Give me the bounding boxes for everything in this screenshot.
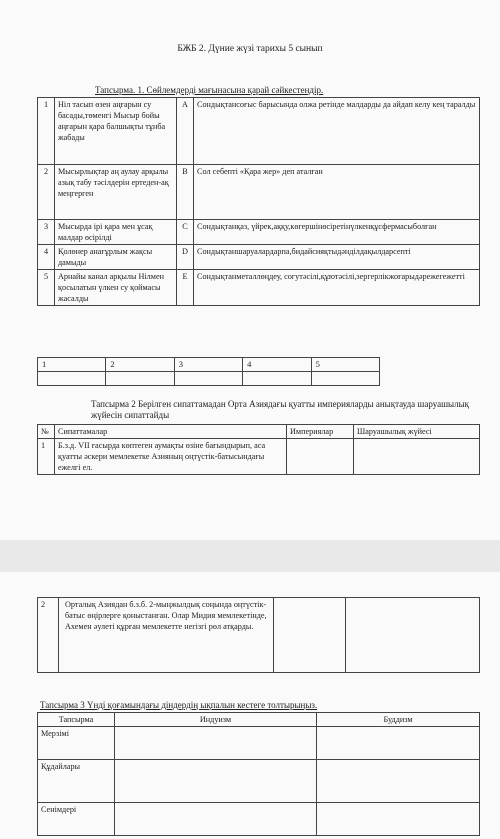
empire-table [37, 424, 480, 475]
header-buddhism: Буддизм [317, 713, 480, 727]
row-number: 5 [38, 270, 55, 306]
answer-grid-blank-row [38, 372, 380, 386]
buddhism-answer-cell[interactable] [317, 760, 480, 803]
row-label-period: Мерзімі [38, 727, 115, 760]
answer-cell[interactable] [174, 372, 242, 386]
option-cell: Сондықтанқаз, үйрек,аққу,көгершінөсіретінүлкенқұсфермасыболған [194, 220, 480, 245]
task2-title: Тапсырма 2 Берілген сипаттамадан Орта Азиядағы қуатты империяларды анықтауда шаруашылық жүйесін сипаттайды [91, 399, 469, 421]
row-number: 2 [38, 598, 59, 673]
empire-answer-cell[interactable] [274, 598, 346, 673]
option-letter: B [177, 165, 194, 220]
answer-cell[interactable] [106, 372, 174, 386]
table-header-row [38, 425, 480, 439]
row-label-beliefs: Сенімдері [38, 803, 115, 836]
table-row [38, 165, 480, 220]
task3-title: Тапсырма 3 Үнді қоғамындағы діндердің ықпалын кестеге толтырыңыз. [40, 700, 318, 710]
header-desc: Сипаттамалар [55, 425, 287, 439]
table-row [38, 598, 480, 673]
statement-cell: Қолөнер анағұрлым жақсы дамыды [55, 245, 177, 270]
answer-grid [37, 357, 380, 386]
page-gap [0, 540, 500, 572]
row-number: 4 [38, 245, 55, 270]
buddhism-answer-cell[interactable] [317, 803, 480, 836]
row-number: 3 [38, 220, 55, 245]
header-num: № [38, 425, 55, 439]
option-cell: Сондықтанметаллөңдеу, согутәсілі,құютәсілі,зергерлікжоғарыдәрежегежетті [194, 270, 480, 306]
empire-table-continued [37, 597, 480, 673]
statement-cell: Ніл тасып өзен аңғарын су басады,төменгі Мысыр бойы аңғарын қара балшықты тұнба жабады [55, 98, 177, 165]
row-label-gods: Құдайлары [38, 760, 115, 803]
buddhism-answer-cell[interactable] [317, 727, 480, 760]
answer-grid-label: 4 [243, 358, 311, 372]
answer-cell[interactable] [311, 372, 379, 386]
row-number: 2 [38, 165, 55, 220]
economy-answer-cell[interactable] [346, 598, 480, 673]
option-cell: Сол себепті «Қара жер» деп аталған [194, 165, 480, 220]
table-row [38, 439, 480, 475]
task1-title: Тапсырма. 1. Сөйлемдерді мағынасына қарай сәйкестендір. [95, 85, 324, 95]
header-empire: Империялар [287, 425, 354, 439]
table-row [38, 727, 480, 760]
option-cell: Сондықтансоғыс барысында олжа ретінде малдарды да айдап келу кең таралды [194, 98, 480, 165]
answer-grid-label: 2 [106, 358, 174, 372]
hinduism-answer-cell[interactable] [115, 727, 317, 760]
option-cell: Сондықтаншаруалардарпа,бидайсияқтыдәнділдақылдарсепті [194, 245, 480, 270]
header-task: Тапсырма [38, 713, 115, 727]
row-number: 1 [38, 98, 55, 165]
option-letter: A [177, 98, 194, 165]
document-title: БЖБ 2. Дүние жүзі тарихы 5 сынып [177, 44, 323, 54]
table-row [38, 760, 480, 803]
table-row [38, 245, 480, 270]
table-row [38, 98, 480, 165]
hinduism-answer-cell[interactable] [115, 803, 317, 836]
answer-grid-header [38, 358, 380, 372]
economy-answer-cell[interactable] [354, 439, 480, 475]
statement-cell: Мысырлықтар аң аулау арқылы азық табу тәсілдерін ертеден-ақ меңгерген [55, 165, 177, 220]
option-letter: C [177, 220, 194, 245]
answer-grid-label: 3 [174, 358, 242, 372]
option-letter: E [177, 270, 194, 306]
description-cell: Б.з.д. VІІ ғасырда көптеген аумақты өзіне бағындырып, аса қуатты әскери мемлекетке Азияның оңтүстік-батысындағы ежелгі ел. [55, 439, 287, 475]
table-row [38, 220, 480, 245]
answer-grid-label: 1 [38, 358, 106, 372]
answer-grid-label: 5 [311, 358, 379, 372]
description-cell: Орталық Азиядан б.з.б. 2-мыңжылдық соңында оңтүстік-батыс өңірлерге қоныстанған. Олар Мидия мемлекетінде, Ахемен әулеті құрған мемлекетте негізгі рөл атқарды. [59, 598, 274, 673]
table-header-row [38, 713, 480, 727]
option-letter: D [177, 245, 194, 270]
answer-cell[interactable] [38, 372, 106, 386]
matching-table [37, 97, 480, 306]
answer-cell[interactable] [243, 372, 311, 386]
header-hinduism: Индуизм [115, 713, 317, 727]
statement-cell: Арнайы канал арқылы Нілмен қосылатын үлкен су қоймасы жасалды [55, 270, 177, 306]
row-number: 1 [38, 439, 55, 475]
statement-cell: Мысырда ірі қара мен ұсақ малдар өсірілді [55, 220, 177, 245]
religion-table [37, 712, 480, 836]
table-row [38, 270, 480, 306]
table-row [38, 803, 480, 836]
empire-answer-cell[interactable] [287, 439, 354, 475]
header-economy: Шаруашылық жүйесі [354, 425, 480, 439]
hinduism-answer-cell[interactable] [115, 760, 317, 803]
